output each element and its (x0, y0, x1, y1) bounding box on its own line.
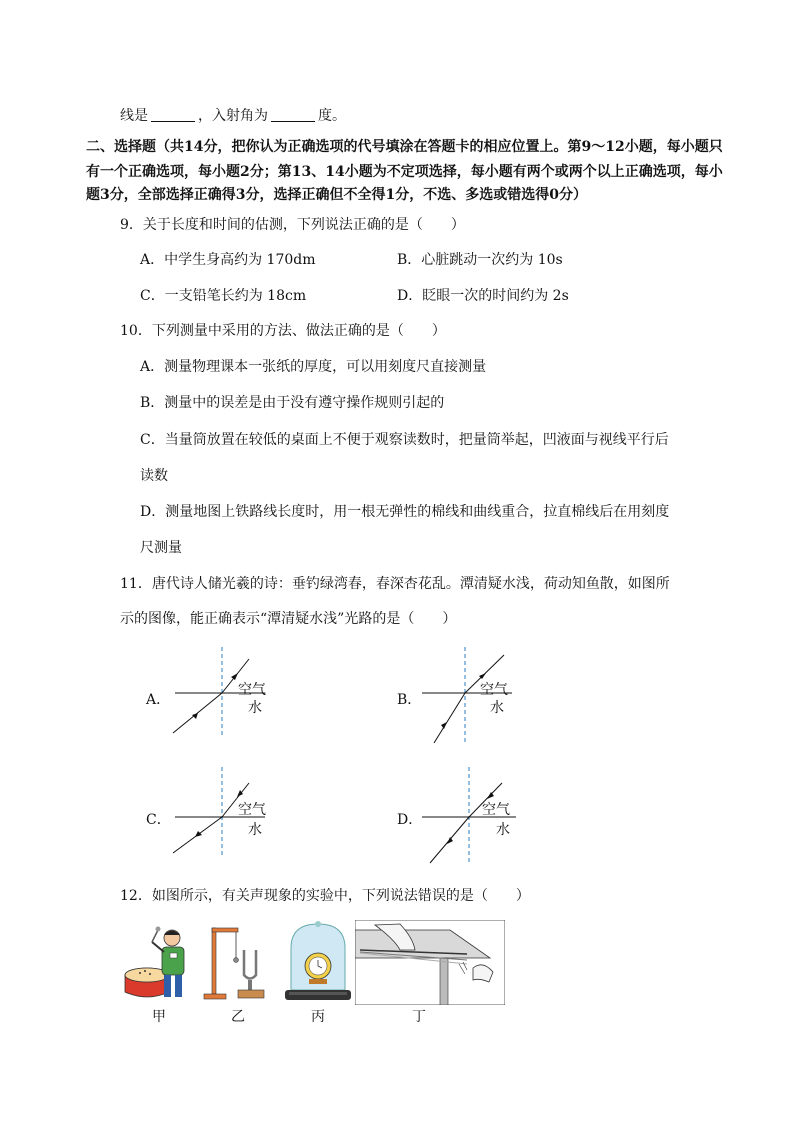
drum-boy-illustration (122, 920, 192, 1005)
q10-option-a: A．测量物理课本一张纸的厚度，可以用刻度尺直接测量 (140, 359, 487, 375)
fig-b-label: B． (397, 692, 422, 708)
section-header-line: 题3分，全部选择正确得3分，选择正确但不全得1分，不选、多选或错选得0分） (86, 187, 587, 203)
text-segment: 线是 (120, 108, 148, 124)
q9-option-a: A．中学生身高约为 170dm (140, 252, 316, 268)
fig-a-label: A． (146, 692, 171, 708)
tuning-fork-pendulum-illustration (200, 920, 270, 1005)
q10-option-d-cont: 尺测量 (140, 540, 182, 556)
fill-in-line (120, 106, 346, 126)
air-label: 空气 (238, 682, 266, 698)
text-segment: ，入射角为 (198, 108, 268, 124)
air-label: 空气 (480, 682, 508, 698)
fig-c-label: C． (146, 812, 171, 828)
light-path-diagram-a (165, 645, 285, 740)
q9-option-c: C．一支铅笔长约为 18cm (140, 288, 307, 304)
answer-blank (151, 107, 195, 122)
section-header-line: 有一个正确选项，每小题2分；第13、14小题为不定项选择，每小题有两个或两个以上正确选项，每小 (86, 164, 723, 180)
q10-option-b: B．测量中的误差是由于没有遵守操作规则引起的 (140, 395, 445, 411)
light-path-diagram-c (165, 765, 285, 860)
q10-option-d: D．测量地图上铁路线长度时，用一根无弹性的棉线和曲线重合，拉直棉线后在用刻度 (140, 504, 670, 520)
light-path-diagram-d (416, 765, 536, 865)
water-label: 水 (248, 822, 262, 838)
answer-blank (271, 107, 315, 122)
water-label: 水 (490, 700, 504, 716)
caption-yi: 乙 (231, 1009, 245, 1025)
water-label: 水 (248, 700, 262, 716)
air-label: 空气 (238, 802, 266, 818)
q9-stem: 9．关于长度和时间的估测，下列说法正确的是（ ） (120, 217, 465, 233)
caption-ding: 丁 (412, 1009, 426, 1025)
caption-bing: 丙 (311, 1009, 325, 1025)
q12-stem: 12．如图所示，有关声现象的实验中，下列说法错误的是（ ） (120, 888, 530, 904)
q9-option-b: B．心脏跳动一次约为 10s (397, 252, 563, 268)
q10-stem: 10．下列测量中采用的方法、做法正确的是（ ） (120, 323, 446, 339)
fig-d-label: D． (397, 812, 423, 828)
section-header-line: 二、选择题（共14分，把你认为正确选项的代号填涂在答题卡的相应位置上。第9～12小题，每小题只 (86, 139, 723, 155)
bell-jar-alarm-illustration (283, 920, 353, 1005)
light-path-diagram-b (416, 645, 536, 745)
text-segment: 度。 (318, 108, 346, 124)
q11-stem: 11．唐代诗人储光羲的诗：垂钓绿湾春，春深杏花乱。潭清疑水浅，荷动知鱼散，如图所 (120, 576, 670, 592)
ruler-on-table-illustration (355, 920, 505, 1005)
water-label: 水 (496, 822, 510, 838)
q11-stem-cont: 示的图像，能正确表示“潭清疑水浅”光路的是（ ） (120, 611, 457, 627)
q10-option-c: C．当量筒放置在较低的桌面上不便于观察读数时，把量筒举起，凹液面与视线平行后 (140, 432, 669, 448)
caption-jia: 甲 (152, 1009, 166, 1025)
q10-option-c-cont: 读数 (140, 468, 168, 484)
air-label: 空气 (482, 802, 510, 818)
q9-option-d: D．眨眼一次的时间约为 2s (397, 288, 569, 304)
